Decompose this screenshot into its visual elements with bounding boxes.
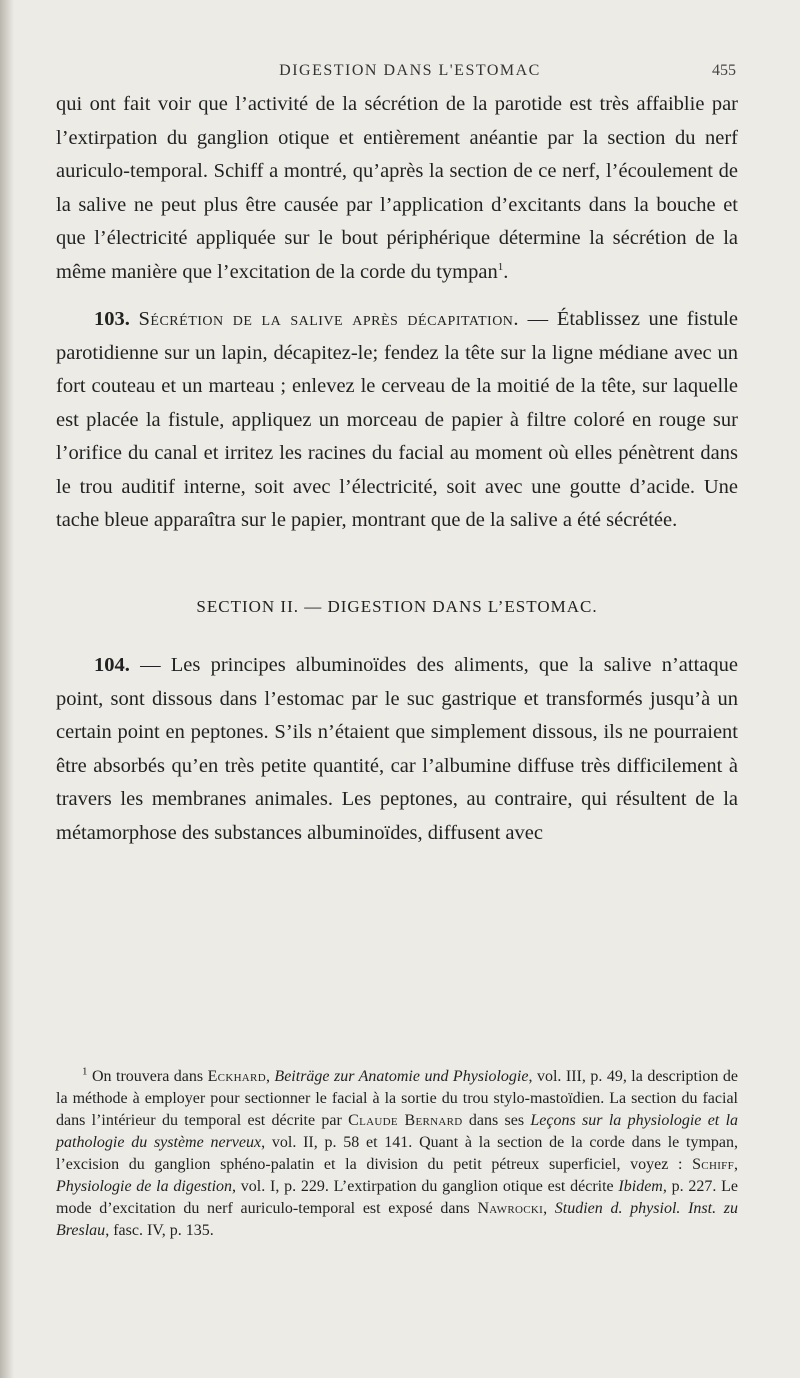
footnote-text: , vol. III, p. 49, la description de la méthode à employer pour sectionner le facial à la sortie du trou stylo-mastoïdien. La section du facial dans l’intérieur du temporal est décrite par (56, 1068, 739, 1129)
footnote-text: , p. 227. Le mode d’excitation du nerf auriculo-temporal est exposé dans (56, 1178, 739, 1217)
footnote-text: , fasc. IV, p. 135. (105, 1222, 214, 1239)
footnote-marker: 1 (82, 1065, 88, 1078)
footnote-author: Schiff (692, 1156, 734, 1173)
paragraph-text: qui ont fait voir que l’activité de la sécrétion de la parotide est très affaiblie par l’extirpation du ganglion otique et entièrement anéantie par la section du nerf auriculo-temporal. Schiff a montré, qu’après la section de ce nerf, l’écoulement de la salive ne peut plus être causée par l’application d’excitants dans la bouche et que l’électricité appliquée sur le bout périphérique détermine la sécrétion de la même manière que l’excitation de la corde du tympan (56, 93, 738, 283)
footnote-author: Claude Bernard (348, 1112, 463, 1129)
footnote-text: , (265, 1068, 275, 1085)
footnote-author: Nawrocki (477, 1200, 544, 1217)
section-heading: SECTION II. — DIGESTION DANS L’ESTOMAC. (196, 596, 598, 616)
footnote-work-title: Ibidem (618, 1178, 663, 1195)
footnote-text: On trouvera dans (87, 1068, 208, 1085)
page-number: 455 (712, 62, 736, 79)
footnote-work-title: Beiträge zur Anatomie und Physiologie (274, 1068, 529, 1085)
paragraph-number: 104. (94, 654, 130, 676)
paragraph-number: 103. (94, 308, 130, 330)
footnote-text: , (543, 1200, 555, 1217)
footnote-text: dans ses (462, 1112, 531, 1129)
paragraph-104 (56, 649, 738, 850)
running-title: DIGESTION DANS L'ESTOMAC (279, 62, 541, 79)
main-text (56, 88, 738, 850)
footnote (56, 1066, 738, 1242)
paragraph-dash: — (519, 308, 557, 330)
paragraph-dash: — (129, 654, 171, 676)
footnote-text: , (734, 1156, 738, 1173)
paragraph-continued: qui ont fait voir que l’activité de la sécrétion de la parotide est très affaiblie par l’extirpation du ganglion otique et entièrement anéantie par la section du nerf auriculo-temporal. Schiff a montré, qu’après la section de ce nerf, l’écoulement de la salive ne peut plus être causée par l’application d’excitants dans la bouche et que l’électricité appliquée sur le bout périphérique détermine la sécrétion de la même manière que l’excitation de la corde du tympan$^1$. (56, 93, 738, 283)
paragraph-title: Sécrétion de la salive après décapitation. (138, 308, 520, 330)
paragraph-text: Les principes albuminoïdes des aliments, que la salive n’attaque point, sont dissous dans l’estomac par le suc gastrique et transformés jusqu’à un certain point en peptones. S’ils n’étaient que simplement dissous, ils ne pourraient être absorbés qu’en très petite quantité, car l’albumine diffuse très difficilement à travers les membranes animales. Les peptones, au contraire, qui résultent de la métamorphose des substances albuminoïdes, diffusent avec (56, 654, 738, 844)
footnote-work-title: Studien d. physiol. Inst. zu Breslau (56, 1200, 739, 1239)
paragraph-103 (56, 303, 738, 538)
footnote-reference: 1 (497, 260, 504, 273)
footnote-text: , vol. II, p. 58 et 141. Quant à la section de la corde dans le tympan, l’excision du ganglion sphéno-palatin et la division du petit pétreux superficiel, voyez : (56, 1134, 739, 1173)
footnote-author: Eckhard (207, 1068, 266, 1085)
paragraph-text: Établissez une fistule parotidienne sur un lapin, décapitez-le; fendez la tête sur la ligne médiane avec un fort couteau et un marteau ; enlevez le cerveau de la moitié de la tête, sur laquelle est placée la fistule, appliquez un morceau de papier à filtre coloré en rouge sur l’orifice du canal et irritez les racines du facial au moment où elles pénètrent dans le trou auditif interne, soit avec l’électricité, soit avec une goutte d’acide. Une tache bleue apparaîtra sur le papier, montrant que de la salive a été sécrétée. (56, 308, 739, 531)
footnote-work-title: Leçons sur la physiologie et la pathologie du système nerveux (56, 1112, 739, 1151)
footnote-text: , vol. I, p. 229. L’extirpation du ganglion otique est décrite (232, 1178, 619, 1195)
footnote-work-title: Physiologie de la digestion (56, 1178, 233, 1195)
